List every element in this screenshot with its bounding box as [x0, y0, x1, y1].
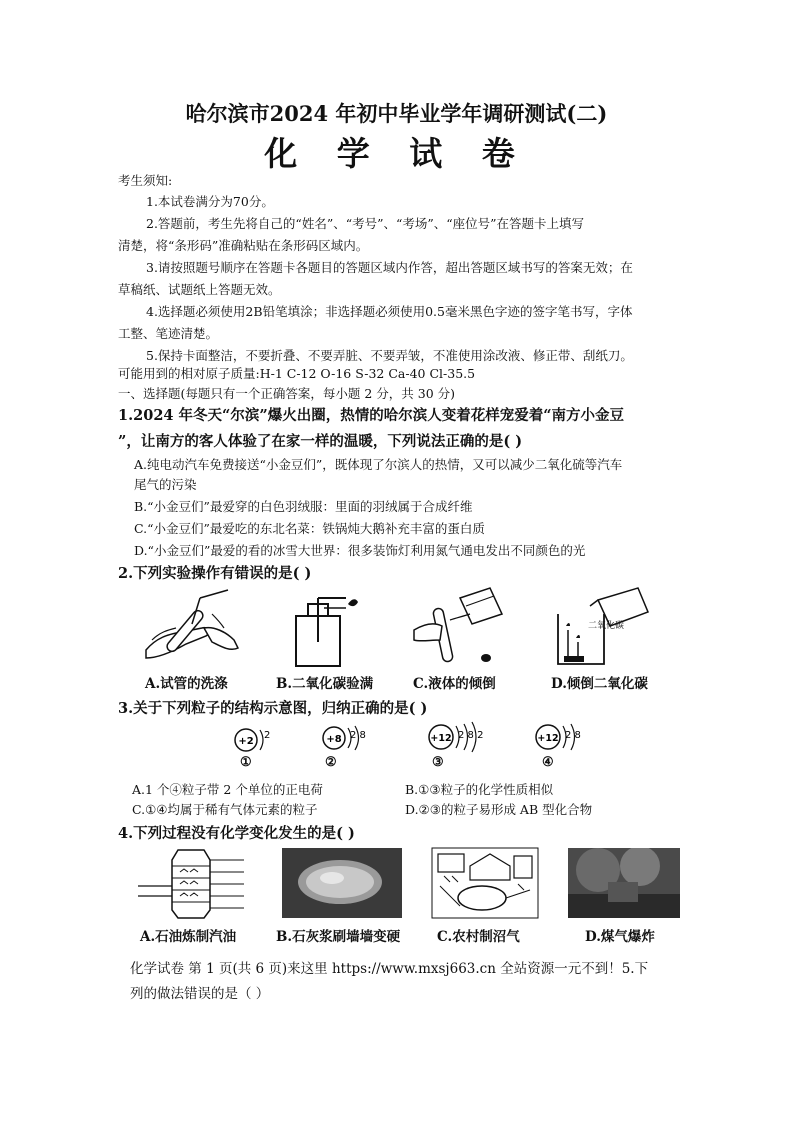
atom-number-label: ④ — [542, 755, 554, 770]
notice-item: 2.答题前，考生先将自己的“姓名”、“考号”、“考场”、“座位号”在答题卡上填写 — [146, 216, 585, 231]
question-3-option-b: B.①③粒子的化学性质相似 — [405, 782, 554, 797]
atom-number-label: ① — [240, 755, 252, 770]
question-1-option-a: A.纯电动汽车免费接送“小金豆们”，既体现了尔滨人的热情，又可以减少二氧化硫等汽车 — [134, 457, 623, 472]
atom-structure-diagram — [322, 722, 382, 754]
atom-shells-label: 2 — [264, 730, 271, 741]
atom-nucleus-label: +8 — [326, 734, 342, 745]
exam-title: 哈尔滨市2024 年初中毕业学年调研测试(二) — [185, 101, 608, 126]
question-2-stem: 2.下列实验操作有错误的是( ) — [118, 565, 312, 582]
atom-structure-diagram — [428, 720, 494, 754]
pouring-co2-illustration — [554, 586, 650, 670]
question-2-caption-a: A.试管的洗涤 — [145, 676, 228, 692]
atom-shells-label: 2 8 — [565, 730, 581, 741]
question-1-option-a: 尾气的污染 — [134, 477, 197, 492]
notice-item: 4.选择题必须使用2B铅笔填涂；非选择题必须使用0.5毫米黑色字迹的签字笔书写，字体 — [146, 304, 633, 319]
atom-nucleus-label: +12 — [430, 733, 452, 744]
biogas-illustration — [430, 846, 540, 920]
question-5-stem: 列的做法错误的是（ ） — [130, 986, 270, 1002]
notice-item: 草稿纸、试题纸上答题无效。 — [118, 282, 281, 297]
atom-nucleus-label: +2 — [238, 736, 254, 747]
page-footer: 化学试卷 第 1 页(共 6 页)来这里 https://www.mxsj663.cn 全站资源一元不到！5.下 — [130, 961, 649, 977]
lime-wall-photo — [282, 848, 402, 918]
question-1-option-d: D.“小金豆们”最爱的看的冰雪大世界：很多装饰灯利用氮气通电发出不同颜色的光 — [134, 543, 586, 558]
question-1-stem: 1.2024 年冬天“尔滨”爆火出圈，热情的哈尔滨人变着花样宠爱着“南方小金豆 — [118, 407, 625, 424]
notice-heading: 考生须知: — [118, 173, 173, 188]
question-1-option-b: B.“小金豆们”最爱穿的白色羽绒服：里面的羽绒属于合成纤维 — [134, 499, 473, 514]
co2-check-full-illustration — [286, 594, 366, 670]
question-4-stem: 4.下列过程没有化学变化发生的是( ) — [118, 825, 355, 842]
atom-structure-diagram — [234, 724, 278, 756]
question-3-option-d: D.②③的粒子易形成 AB 型化合物 — [405, 802, 593, 817]
section-heading: 一、选择题(每题只有一个正确答案，每小题 2 分，共 30 分) — [118, 386, 456, 401]
question-2-caption-c: C.液体的倾倒 — [413, 676, 496, 692]
notice-item: 1.本试卷满分为70分。 — [146, 194, 274, 209]
question-4-caption-c: C.农村制沼气 — [437, 929, 520, 945]
exam-subtitle: 化 学 试 卷 — [264, 134, 529, 173]
question-4-caption-b: B.石灰浆刷墙墙变硬 — [276, 929, 401, 945]
question-2-caption-b: B.二氧化碳验满 — [276, 676, 374, 692]
question-3-option-a: A.1 个④粒子带 2 个单位的正电荷 — [132, 782, 323, 797]
question-1-option-c: C.“小金豆们”最爱吃的东北名菜：铁锅炖大鹅补充丰富的蛋白质 — [134, 521, 485, 536]
liquid-pouring-illustration — [410, 584, 506, 670]
atom-structure-diagram — [535, 720, 595, 754]
notice-item: 3.请按照题号顺序在答题卡各题目的答题区域内作答，超出答题区域书写的答案无效；在 — [146, 260, 633, 275]
test-tube-washing-illustration — [142, 588, 242, 668]
atomic-masses: 可能用到的相对原子质量:H-1 C-12 O-16 S-32 Ca-40 Cl-35.5 — [118, 366, 476, 381]
gas-explosion-photo — [568, 848, 680, 918]
atom-number-label: ③ — [432, 755, 444, 770]
question-4-caption-a: A.石油炼制汽油 — [140, 929, 237, 945]
notice-item: 工整、笔迹清楚。 — [118, 326, 219, 341]
co2-label: 二氧化碳 — [588, 621, 625, 631]
oil-refining-tower-illustration — [134, 846, 250, 922]
atom-shells-label: 2 8 — [350, 730, 366, 741]
question-3-option-c: C.①④均属于稀有气体元素的粒子 — [132, 802, 318, 817]
question-4-caption-d: D.煤气爆炸 — [585, 929, 655, 945]
question-3-stem: 3.关于下列粒子的结构示意图，归纳正确的是( ) — [118, 700, 428, 717]
question-1-stem: ”，让南方的客人体验了在家一样的温暖，下列说法正确的是( ) — [118, 433, 523, 450]
atom-nucleus-label: +12 — [537, 733, 559, 744]
atom-shells-label: 2 8 2 — [458, 730, 484, 741]
notice-item: 清楚，将“条形码”准确粘贴在条形码区域内。 — [118, 238, 369, 253]
question-2-caption-d: D.倾倒二氧化碳 — [551, 676, 648, 692]
notice-item: 5.保持卡面整洁，不要折叠、不要弄脏、不要弄皱，不准使用涂改液、修正带、刮纸刀。 — [146, 348, 633, 363]
atom-number-label: ② — [325, 755, 337, 770]
